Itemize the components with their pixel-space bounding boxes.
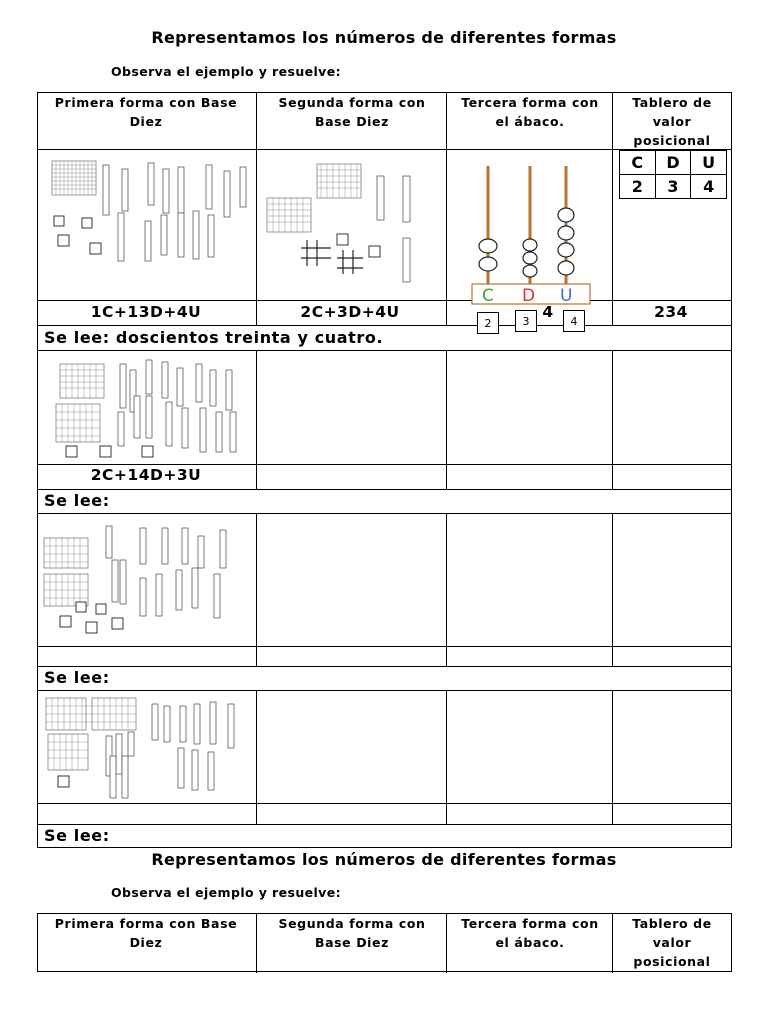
page-title: Representamos los números de diferentes formas [151, 28, 617, 47]
pv-header-u: U [691, 151, 727, 175]
example-abacus-partial: 4 [542, 303, 554, 321]
exercise-3-reading: Se lee: [44, 826, 110, 845]
exercise-1-reading: Se lee: [44, 491, 110, 510]
header-third-form-2: Tercera forma con el ábaco. [461, 916, 599, 950]
example-expression-1: 1C+13D+4U [90, 303, 202, 321]
exercise-2-reading: Se lee: [44, 668, 110, 687]
header-third-form: Tercera forma con el ábaco. [461, 95, 599, 129]
base-ten-blocks-exercise-1 [50, 356, 250, 462]
base-ten-blocks-example-1 [48, 155, 248, 295]
example-number: 234 [654, 303, 688, 321]
example-reading: Se lee: doscientos treinta y cuatro. [44, 328, 384, 347]
place-value-table [619, 150, 727, 199]
page-title-2: Representamos los números de diferentes formas [151, 850, 617, 869]
abacus-label-u: U [560, 286, 573, 306]
base-ten-blocks-example-2 [265, 158, 445, 288]
pv-header-c: C [620, 151, 656, 175]
instruction-2: Observa el ejemplo y resuelve: [111, 885, 342, 900]
base-ten-blocks-exercise-3 [42, 696, 242, 806]
abacus-box-d: 3 [515, 310, 537, 332]
header-second-form-2: Segunda forma con Base Diez [278, 916, 426, 950]
pv-header-d: D [655, 151, 691, 175]
header-first-form: Primera forma con Base Diez [54, 95, 238, 129]
abacus-label-d: D [522, 286, 536, 306]
base-ten-blocks-exercise-2 [40, 520, 240, 642]
header-first-form-2: Primera forma con Base Diez [54, 916, 238, 950]
pv-digit-c: 2 [620, 175, 656, 199]
pv-digit-d: 3 [655, 175, 691, 199]
abacus-label-c: C [482, 286, 494, 306]
header-place-value-2: Tablero de valor posicional [632, 916, 712, 969]
header-second-form: Segunda forma con Base Diez [278, 95, 426, 129]
pv-digit-u: 4 [691, 175, 727, 199]
abacus [470, 160, 594, 310]
abacus-box-u: 4 [563, 310, 585, 332]
instruction: Observa el ejemplo y resuelve: [111, 64, 342, 79]
header-place-value: Tablero de valor posicional [632, 95, 712, 148]
abacus-box-c: 2 [477, 312, 499, 334]
example-expression-2: 2C+3D+4U [300, 303, 400, 321]
exercise-1-expression: 2C+14D+3U [90, 466, 202, 484]
